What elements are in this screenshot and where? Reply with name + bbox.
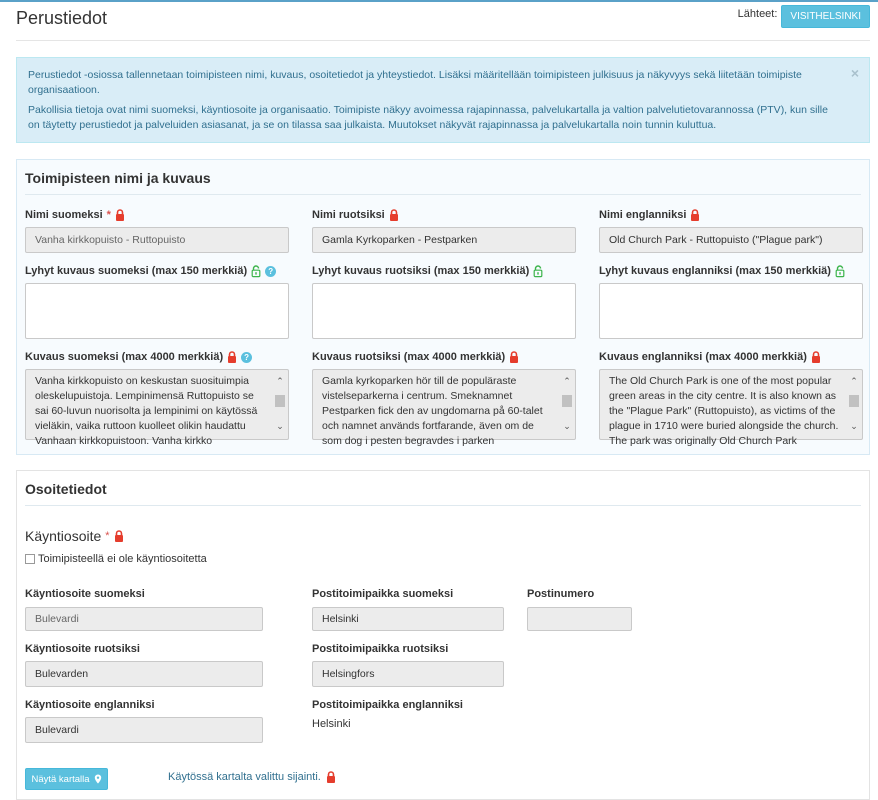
lock-icon: [811, 351, 821, 363]
visiting-address-heading: Käyntiosoite *: [25, 528, 124, 544]
name-sv-input[interactable]: Gamla Kyrkoparken - Pestparken: [312, 227, 576, 253]
info-paragraph-2: Pakollisia tietoja ovat nimi suomeksi, käyntiosoite ja organisaatio. Toimipiste näkyy avoimessa rajapinnassa, palvelukartalla ja valtion palvelutietovarannossa (PTV), kun sille on täytetty perustiedot ja palveluiden asiasanat, ja se on tilassa saa julkaista. Muutokset näkyvät rajapinnassa ja palvelukartalla noin tunnin kuluttua.: [28, 104, 828, 131]
name-description-panel: [16, 159, 870, 455]
info-alert: [16, 57, 870, 143]
city-fi-input[interactable]: Helsinki: [312, 607, 504, 631]
lock-icon: [389, 209, 399, 221]
no-address-label: Toimipisteellä ei ole käyntiosoitetta: [38, 553, 207, 565]
sources-label: Lähteet:: [737, 7, 778, 20]
source-badge-visithelsinki[interactable]: VISITHELSINKI: [781, 5, 870, 28]
header-divider: [16, 40, 870, 41]
scroll-down-icon[interactable]: ⌄: [850, 421, 858, 431]
city-en-value: Helsinki: [312, 718, 351, 730]
lock-icon: [326, 771, 336, 783]
scrollbar[interactable]: [273, 371, 287, 438]
no-address-checkbox[interactable]: [25, 554, 35, 564]
map-marker-icon: [94, 774, 102, 784]
postcode-input[interactable]: [527, 607, 632, 631]
top-accent-line: [0, 0, 878, 2]
lock-icon: [114, 530, 124, 542]
city-sv-label: Postitoimipaikka ruotsiksi: [312, 643, 449, 655]
address-en-input[interactable]: Bulevardi: [25, 717, 263, 743]
unlocked-lock-icon: [533, 265, 543, 277]
city-sv-input[interactable]: Helsingfors: [312, 661, 504, 687]
scroll-up-icon[interactable]: ⌃: [850, 376, 858, 386]
info-paragraph-1: Perustiedot -osiossa tallennetaan toimipisteen nimi, kuvaus, osoitetiedot ja yhteystiedot. Lisäksi määritellään toimipisteen julkisuus ja näkyvyys sekä liitetään toimipiste organisaatioon.: [28, 69, 802, 96]
desc-en-label: Kuvaus englanniksi (max 4000 merkkiä): [599, 351, 821, 363]
lock-icon: [509, 351, 519, 363]
desc-fi-textarea[interactable]: Vanha kirkkopuisto on keskustan suosituimpia oleskelupuistoja. Lempinimensä Ruttopuisto se sai 60-luvun nuorisolta ja lempinimi on käytössä vieläkin, vaika ruttoon kuolleet olikin haudattu Vanhaan kirkkopuistoon. Vanha kirkko ⌃ ⌄: [25, 369, 289, 440]
desc-sv-label: Kuvaus ruotsiksi (max 4000 merkkiä): [312, 351, 519, 363]
short-fi-textarea[interactable]: [25, 283, 289, 339]
address-fi-input[interactable]: Bulevardi: [25, 607, 263, 631]
city-fi-label: Postitoimipaikka suomeksi: [312, 588, 454, 600]
name-fi-label: Nimi suomeksi *: [25, 209, 125, 221]
scroll-thumb[interactable]: [849, 395, 859, 407]
sources: [738, 5, 870, 28]
map-location-status: Käytössä kartalta valittu sijainti.: [168, 771, 336, 783]
scroll-down-icon[interactable]: ⌄: [563, 421, 571, 431]
lock-icon: [115, 209, 125, 221]
unlocked-lock-icon: [251, 265, 261, 277]
city-en-label: Postitoimipaikka englanniksi: [312, 699, 463, 711]
scrollbar[interactable]: [847, 371, 861, 438]
show-on-map-button[interactable]: [25, 768, 108, 790]
short-fi-label: Lyhyt kuvaus suomeksi (max 150 merkkiä) ?: [25, 265, 276, 277]
scroll-up-icon[interactable]: ⌃: [563, 376, 571, 386]
show-on-map-label: Näytä kartalla: [31, 773, 90, 785]
lock-icon: [690, 209, 700, 221]
section-divider: [25, 194, 861, 195]
help-icon[interactable]: ?: [241, 352, 252, 363]
unlocked-lock-icon: [835, 265, 845, 277]
address-panel: [16, 470, 870, 800]
address-sv-label: Käyntiosoite ruotsiksi: [25, 643, 140, 655]
address-fi-label: Käyntiosoite suomeksi: [25, 588, 145, 600]
section-title-address: Osoitetiedot: [25, 481, 107, 497]
section-divider: [25, 505, 861, 506]
desc-fi-label: Kuvaus suomeksi (max 4000 merkkiä) ?: [25, 351, 252, 363]
scroll-thumb[interactable]: [562, 395, 572, 407]
scroll-up-icon[interactable]: ⌃: [276, 376, 284, 386]
required-marker: *: [106, 209, 111, 221]
scroll-down-icon[interactable]: ⌄: [276, 421, 284, 431]
desc-en-textarea[interactable]: The Old Church Park is one of the most popular green areas in the city centre. It is also known as the "Plague Park" (Ruttopuisto), as victims of the plague in 1710 were buried alongside the church. The park was originally Old Church Park ⌃ ⌄: [599, 369, 863, 440]
no-address-option[interactable]: [25, 553, 207, 565]
required-marker: *: [105, 530, 110, 542]
short-sv-textarea[interactable]: [312, 283, 576, 339]
short-en-textarea[interactable]: [599, 283, 863, 339]
name-en-label: Nimi englanniksi: [599, 209, 700, 221]
name-fi-input[interactable]: Vanha kirkkopuisto - Ruttopuisto: [25, 227, 289, 253]
close-icon[interactable]: ×: [850, 65, 859, 81]
section-title-name: Toimipisteen nimi ja kuvaus: [25, 170, 211, 186]
help-icon[interactable]: ?: [265, 266, 276, 277]
short-sv-label: Lyhyt kuvaus ruotsiksi (max 150 merkkiä): [312, 265, 543, 277]
desc-sv-textarea[interactable]: Gamla kyrkoparken hör till de populäraste vistelseparkerna i centrum. Smeknamnet Pestparken fick den av ungdomarna på 60-talet och namnet används fortfarande, även om de som dog i pesten begravdes i parken ⌃ ⌄: [312, 369, 576, 440]
scrollbar[interactable]: [560, 371, 574, 438]
page-title: Perustiedot: [16, 8, 108, 28]
address-en-label: Käyntiosoite englanniksi: [25, 699, 155, 711]
name-sv-label: Nimi ruotsiksi: [312, 209, 399, 221]
short-en-label: Lyhyt kuvaus englanniksi (max 150 merkkiä): [599, 265, 845, 277]
lock-icon: [227, 351, 237, 363]
scroll-thumb[interactable]: [275, 395, 285, 407]
address-sv-input[interactable]: Bulevarden: [25, 661, 263, 687]
name-en-input[interactable]: Old Church Park - Ruttopuisto ("Plague park"): [599, 227, 863, 253]
postcode-label: Postinumero: [527, 588, 595, 600]
